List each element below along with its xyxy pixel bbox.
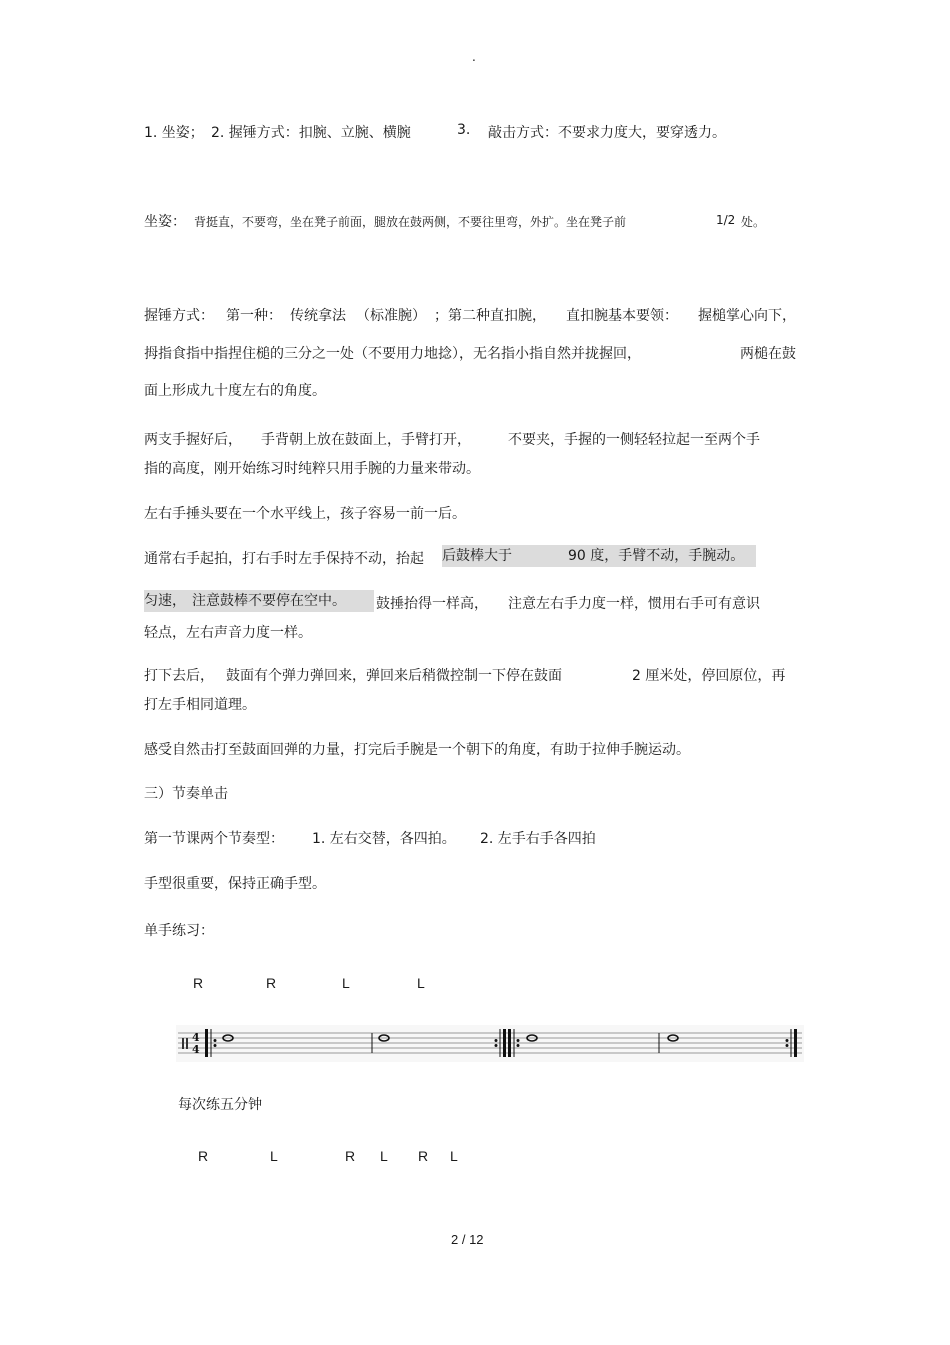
text-line: 不要夹，手握的一侧轻轻拉起一至两个手 bbox=[508, 432, 760, 448]
time-sig-top: 4 bbox=[192, 1031, 200, 1044]
text-line: 感受自然击打至鼓面回弹的力量，打完后手腕是一个朝下的角度，有助于拉伸手腕运动。 bbox=[144, 742, 690, 758]
sticking-label: L bbox=[450, 1148, 458, 1164]
text-line: 手背朝上放在鼓面上，手臂打开， bbox=[261, 432, 471, 448]
time-sig-bottom: 4 bbox=[192, 1043, 200, 1056]
text-line: 单手练习： bbox=[144, 923, 214, 939]
text-line: 3. bbox=[457, 122, 471, 138]
section-heading: 三）节奏单击 bbox=[144, 786, 228, 802]
text-line: 指的高度，刚开始练习时纯粹只用手腕的力量来带动。 bbox=[144, 461, 480, 477]
text-line: 背挺直，不要弯，坐在凳子前面，腿放在鼓两侧，不要往里弯，外扩。坐在凳子前 bbox=[194, 215, 627, 229]
sticking-label: L bbox=[417, 975, 425, 991]
text-line: 手型很重要，保持正确手型。 bbox=[144, 876, 326, 892]
text-line: 2. 握锤方式：扣腕、立腕、横腕 bbox=[211, 125, 411, 141]
text-line: 鼓捶抬得一样高， bbox=[376, 596, 488, 612]
text-line: 第一种： bbox=[226, 308, 282, 324]
page-number: 2 / 12 bbox=[451, 1232, 484, 1247]
text-line: 第一节课两个节奏型： bbox=[144, 831, 284, 847]
text-line: 1. 左右交替，各四拍。 bbox=[312, 831, 456, 847]
text-line: 两支手握好后， bbox=[144, 432, 242, 448]
text-line: 握槌掌心向下， bbox=[698, 308, 796, 324]
text-line: 1/2 bbox=[716, 213, 736, 227]
staff-svg bbox=[176, 1025, 804, 1062]
text-line: 处。 bbox=[741, 215, 766, 229]
text-line: ；第二种直扣腕， bbox=[434, 308, 546, 324]
text-line: 后鼓棒大于 bbox=[442, 548, 512, 564]
text-line: 2 厘米处，停回原位，再 bbox=[632, 668, 786, 684]
text-line: 传统拿法 bbox=[290, 308, 346, 324]
text-line: 两槌在鼓 bbox=[740, 346, 796, 362]
sticking-label: L bbox=[380, 1148, 388, 1164]
text-line: 通常右手起拍，打右手时左手保持不动，抬起 bbox=[144, 551, 424, 567]
text-line: 匀速， bbox=[144, 593, 186, 609]
header-mark: . bbox=[472, 50, 476, 64]
text-line: 1. 坐姿； bbox=[144, 125, 204, 141]
text-line: 注意左右手力度一样，惯用右手可有意识 bbox=[508, 596, 760, 612]
text-line: 拇指食指中指捏住槌的三分之一处（不要用力地捻），无名指小指自然并拢握回， bbox=[144, 346, 641, 362]
music-staff bbox=[176, 1025, 804, 1062]
text-line: 敲击方式：不要求力度大，要穿透力。 bbox=[488, 125, 726, 141]
highlighted-text bbox=[442, 545, 756, 567]
sticking-label: R bbox=[418, 1148, 429, 1164]
staff-lines bbox=[178, 1033, 802, 1053]
text-line: 直扣腕基本要领： bbox=[566, 308, 678, 324]
text-line: 90 度，手臂不动，手腕动。 bbox=[568, 548, 745, 564]
sticking-label: R bbox=[193, 975, 204, 991]
text-line: 每次练五分钟 bbox=[178, 1097, 262, 1113]
text-line: 坐姿： bbox=[144, 214, 186, 230]
text-line: 打左手相同道理。 bbox=[144, 697, 256, 713]
text-line: 轻点，左右声音力度一样。 bbox=[144, 625, 312, 641]
sticking-label: R bbox=[198, 1148, 209, 1164]
sticking-label: R bbox=[266, 975, 277, 991]
text-line: 打下去后， bbox=[144, 668, 214, 684]
text-line: 鼓面有个弹力弹回来，弹回来后稍微控制一下停在鼓面 bbox=[226, 668, 562, 684]
text-line: 2. 左手右手各四拍 bbox=[480, 831, 596, 847]
sticking-label: R bbox=[345, 1148, 356, 1164]
sticking-label: L bbox=[270, 1148, 278, 1164]
text-line: 握锤方式： bbox=[144, 308, 214, 324]
sticking-label: L bbox=[342, 975, 350, 991]
text-line: 面上形成九十度左右的角度。 bbox=[144, 383, 326, 399]
text-line: （标准腕） bbox=[356, 308, 426, 324]
text-line: 左右手捶头要在一个水平线上，孩子容易一前一后。 bbox=[144, 506, 466, 522]
text-line: 注意鼓棒不要停在空中。 bbox=[192, 593, 346, 609]
highlighted-text bbox=[144, 590, 374, 612]
